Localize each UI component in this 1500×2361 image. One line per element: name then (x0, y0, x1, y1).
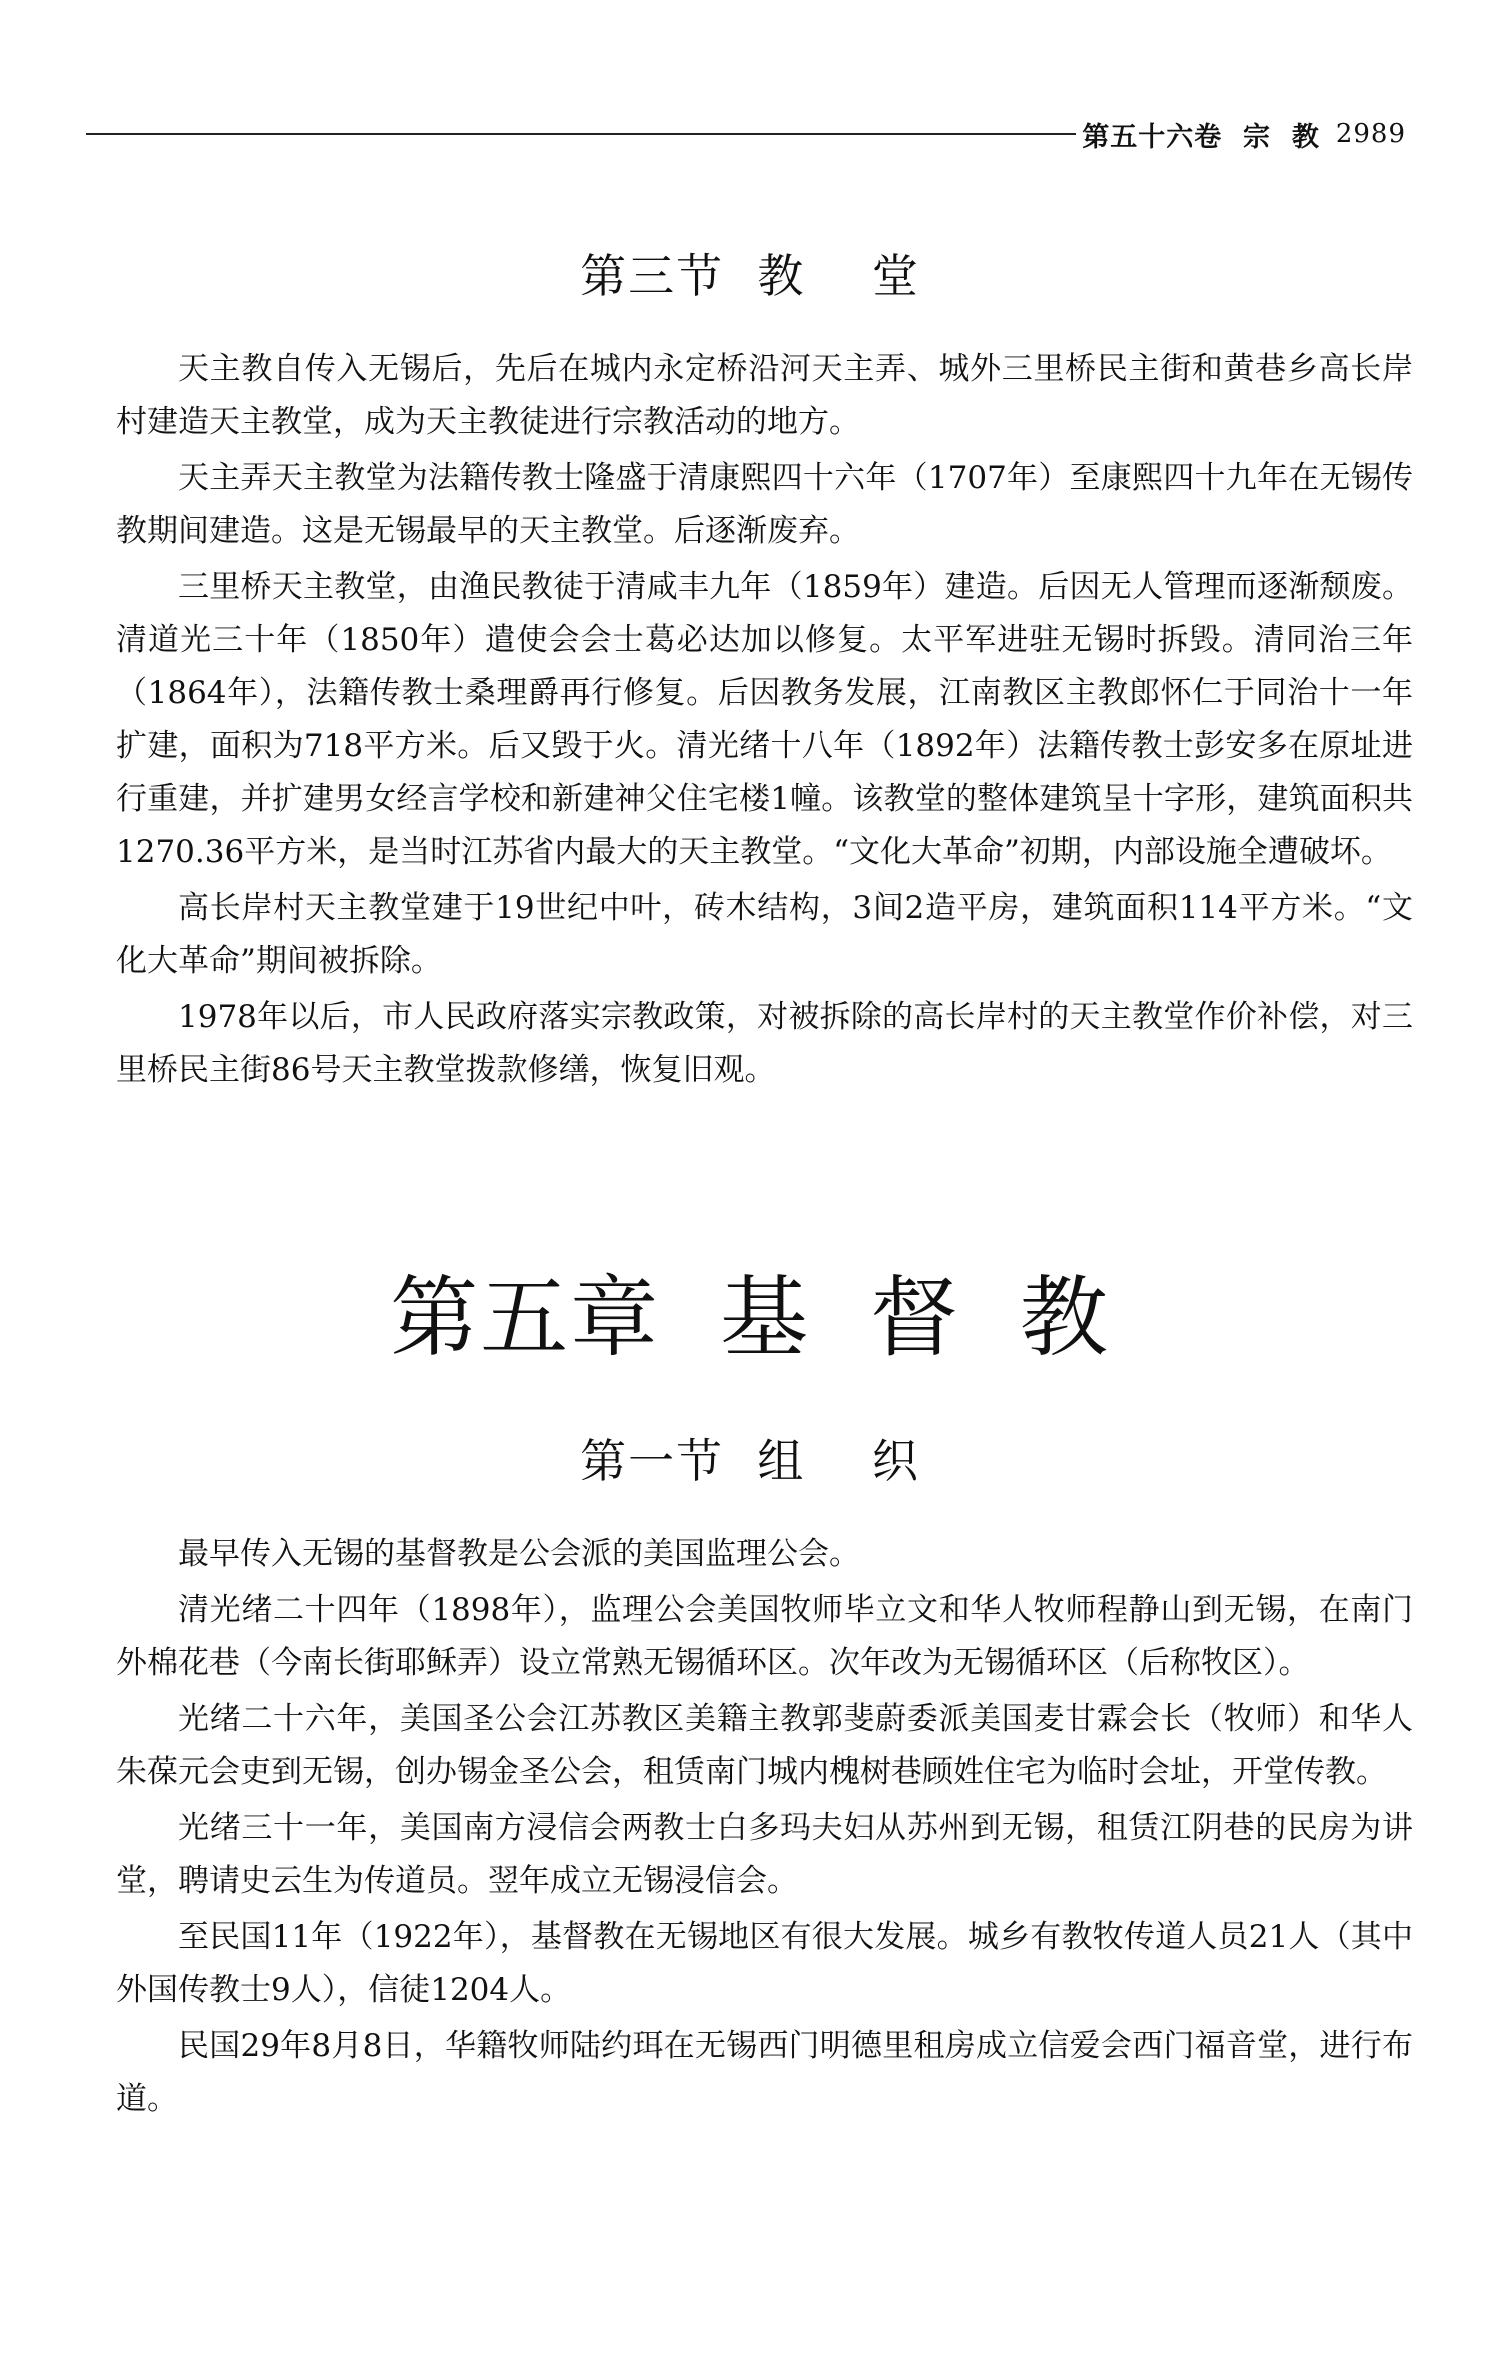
paragraph: 天主弄天主教堂为法籍传教士隆盛于清康熙四十六年（1707年）至康熙四十九年在无锡传教期间建造。这是无锡最早的天主教堂。后逐渐废弃。 (116, 460, 1413, 549)
page-number: 2989 (1335, 119, 1406, 149)
section-organization-body (116, 1528, 1413, 2129)
paragraph: 民国29年8月8日，华籍牧师陆约珥在无锡西门明德里租房成立信爱会西门福音堂，进行布道。 (116, 2028, 1413, 2117)
header-volume-title: 第五十六卷 宗 教 (1082, 121, 1320, 153)
section-churches-body (116, 343, 1413, 1100)
section-title-churches: 第三节 教 堂 (580, 249, 920, 303)
paragraph: 三里桥天主教堂，由渔民教徒于清咸丰九年（1859年）建造。后因无人管理而逐渐颓废。清道光三十年（1850年）遣使会会士葛必达加以修复。太平军进驻无锡时拆毁。清同治三年（1864年），法籍传教士桑理爵再行修复。后因教务发展，江南教区主教郎怀仁于同治十一年扩建，面积为718平方米。后又毁于火。清光绪十八年（1892年）法籍传教士彭安多在原址进行重建，并扩建男女经言学校和新建神父住宅楼1幢。该教堂的整体建筑呈十字形，建筑面积共1270.36平方米，是当时江苏省内最大的天主教堂。“文化大革命”初期，内部设施全遭破坏。 (116, 569, 1413, 870)
paragraph: 光绪二十六年，美国圣公会江苏教区美籍主教郭斐蔚委派美国麦甘霖会长（牧师）和华人朱葆元会吏到无锡，创办锡金圣公会，租赁南门城内槐树巷顾姓住宅为临时会址，开堂传教。 (116, 1701, 1413, 1790)
paragraph: 天主教自传入无锡后，先后在城内永定桥沿河天主弄、城外三里桥民主街和黄巷乡高长岸村建造天主教堂，成为天主教徒进行宗教活动的地方。 (116, 351, 1413, 440)
header-rule (86, 133, 1076, 135)
running-header (86, 112, 1406, 156)
chapter-title-christianity: 第五章 基 督 教 (390, 1266, 1110, 1369)
paragraph: 至民国11年（1922年），基督教在无锡地区有很大发展。城乡有教牧传道人员21人（其中外国传教士9人），信徒1204人。 (116, 1919, 1414, 2008)
paragraph: 最早传入无锡的基督教是公会派的美国监理公会。 (178, 1536, 860, 1572)
paragraph: 高长岸村天主教堂建于19世纪中叶，砖木结构，3间2造平房，建筑面积114平方米。“文化大革命”期间被拆除。 (116, 890, 1413, 979)
section-title-organization: 第一节 组 织 (580, 1434, 920, 1488)
paragraph: 1978年以后，市人民政府落实宗教政策，对被拆除的高长岸村的天主教堂作价补偿，对三里桥民主街86号天主教堂拨款修缮，恢复旧观。 (116, 999, 1413, 1088)
paragraph: 清光绪二十四年（1898年），监理公会美国牧师毕立文和华人牧师程静山到无锡，在南门外棉花巷（今南长街耶稣弄）设立常熟无锡循环区。次年改为无锡循环区（后称牧区）。 (116, 1592, 1413, 1681)
paragraph: 光绪三十一年，美国南方浸信会两教士白多玛夫妇从苏州到无锡，租赁江阴巷的民房为讲堂，聘请史云生为传道员。翌年成立无锡浸信会。 (116, 1810, 1413, 1899)
